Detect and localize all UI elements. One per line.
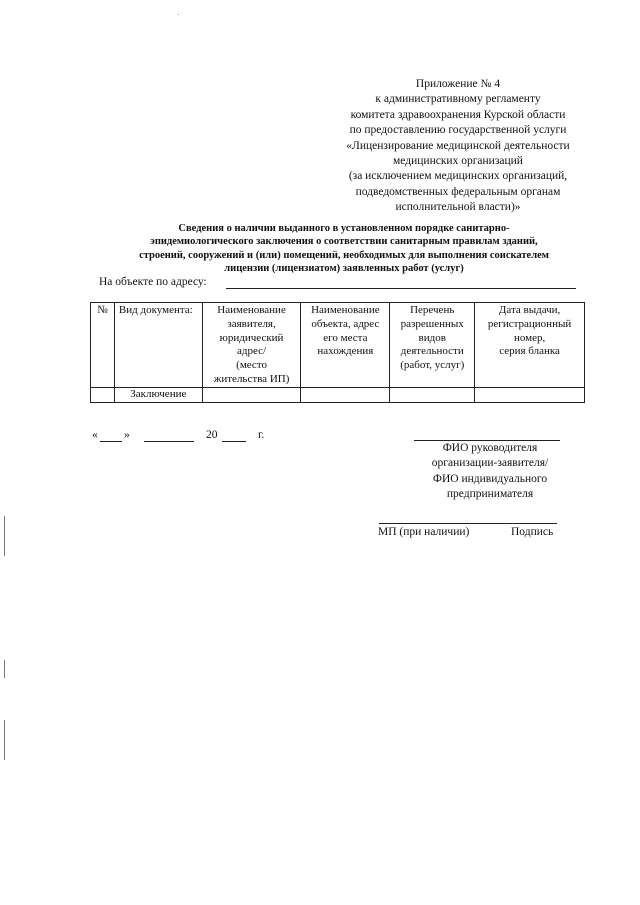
scan-edge-mark	[4, 720, 5, 760]
seal-signature-line[interactable]	[379, 523, 557, 524]
heading-line: Сведения о наличии выданного в установленном порядке санитарно-	[178, 223, 510, 234]
year-prefix: 20	[206, 429, 218, 441]
scan-edge-mark	[4, 660, 5, 678]
appendix-line: к административному регламенту	[375, 93, 541, 106]
appendix-line: «Лицензирование медицинской деятельности	[346, 139, 570, 152]
cell-object[interactable]	[301, 387, 390, 402]
fio-line: ФИО руководителя	[442, 442, 538, 454]
address-label: На объекте по адресу:	[99, 276, 207, 288]
appendix-line: по предоставлению государственной услуги	[349, 124, 567, 137]
table-row	[91, 387, 585, 402]
address-fill-line[interactable]	[226, 288, 576, 289]
fio-line: предпринимателя	[446, 488, 534, 501]
appendix-header	[318, 77, 598, 216]
col-header-issue-date: Дата выдачи, регистрационный номер, серия бланка	[475, 303, 585, 388]
fio-block	[410, 441, 570, 503]
cell-activities[interactable]	[390, 387, 475, 402]
appendix-line: (за исключением медицинских организаций,	[348, 170, 568, 183]
appendix-title: Приложение № 4	[415, 78, 501, 90]
year-suffix: г.	[258, 429, 265, 441]
scan-edge-mark	[4, 516, 5, 556]
col-header-applicant: Наименование заявителя, юридический адрес/ (место жительства ИП)	[202, 303, 301, 388]
col-header-number: №	[91, 303, 115, 388]
appendix-line: медицинских организаций	[393, 155, 523, 168]
seal-label: МП (при наличии)	[378, 526, 470, 538]
appendix-line: подведомственных федеральным органам	[355, 185, 561, 198]
cell-document-type: Заключение	[114, 387, 202, 402]
col-header-document-type: Вид документа:	[114, 303, 202, 388]
cell-applicant[interactable]	[202, 387, 301, 402]
heading-line: лицензии (лицензиатом) заявленных работ (услуг)	[224, 263, 464, 275]
documents-table	[90, 302, 585, 403]
appendix-line: исполнительной власти)»	[395, 201, 521, 214]
open-quote: «	[92, 429, 98, 441]
heading-line: эпидемиологического заключения о соответствии санитарным правилам зданий,	[150, 236, 538, 248]
col-header-object: Наименование объекта, адрес его места нахождения	[301, 303, 390, 388]
table-header-row	[91, 303, 585, 388]
day-fill-line[interactable]	[100, 441, 122, 442]
sign-label: Подпись	[511, 526, 554, 538]
fio-line: ФИО индивидуального	[432, 472, 548, 485]
appendix-line: комитета здравоохранения Курской области	[350, 108, 566, 121]
cell-issue-date[interactable]	[475, 387, 585, 402]
cell-number[interactable]	[91, 387, 115, 402]
month-fill-line[interactable]	[144, 441, 194, 442]
year-fill-line[interactable]	[222, 441, 246, 442]
close-quote: »	[124, 429, 130, 441]
col-header-activities: Перечень разрешенных видов деятельности (работ, услуг)	[390, 303, 475, 388]
fio-line: организации-заявителя/	[431, 457, 549, 470]
heading-line: строений, сооружений и (или) помещений, необходимых для выполнения соискателем	[139, 249, 549, 261]
section-heading	[96, 222, 592, 276]
scan-speck	[178, 14, 179, 15]
